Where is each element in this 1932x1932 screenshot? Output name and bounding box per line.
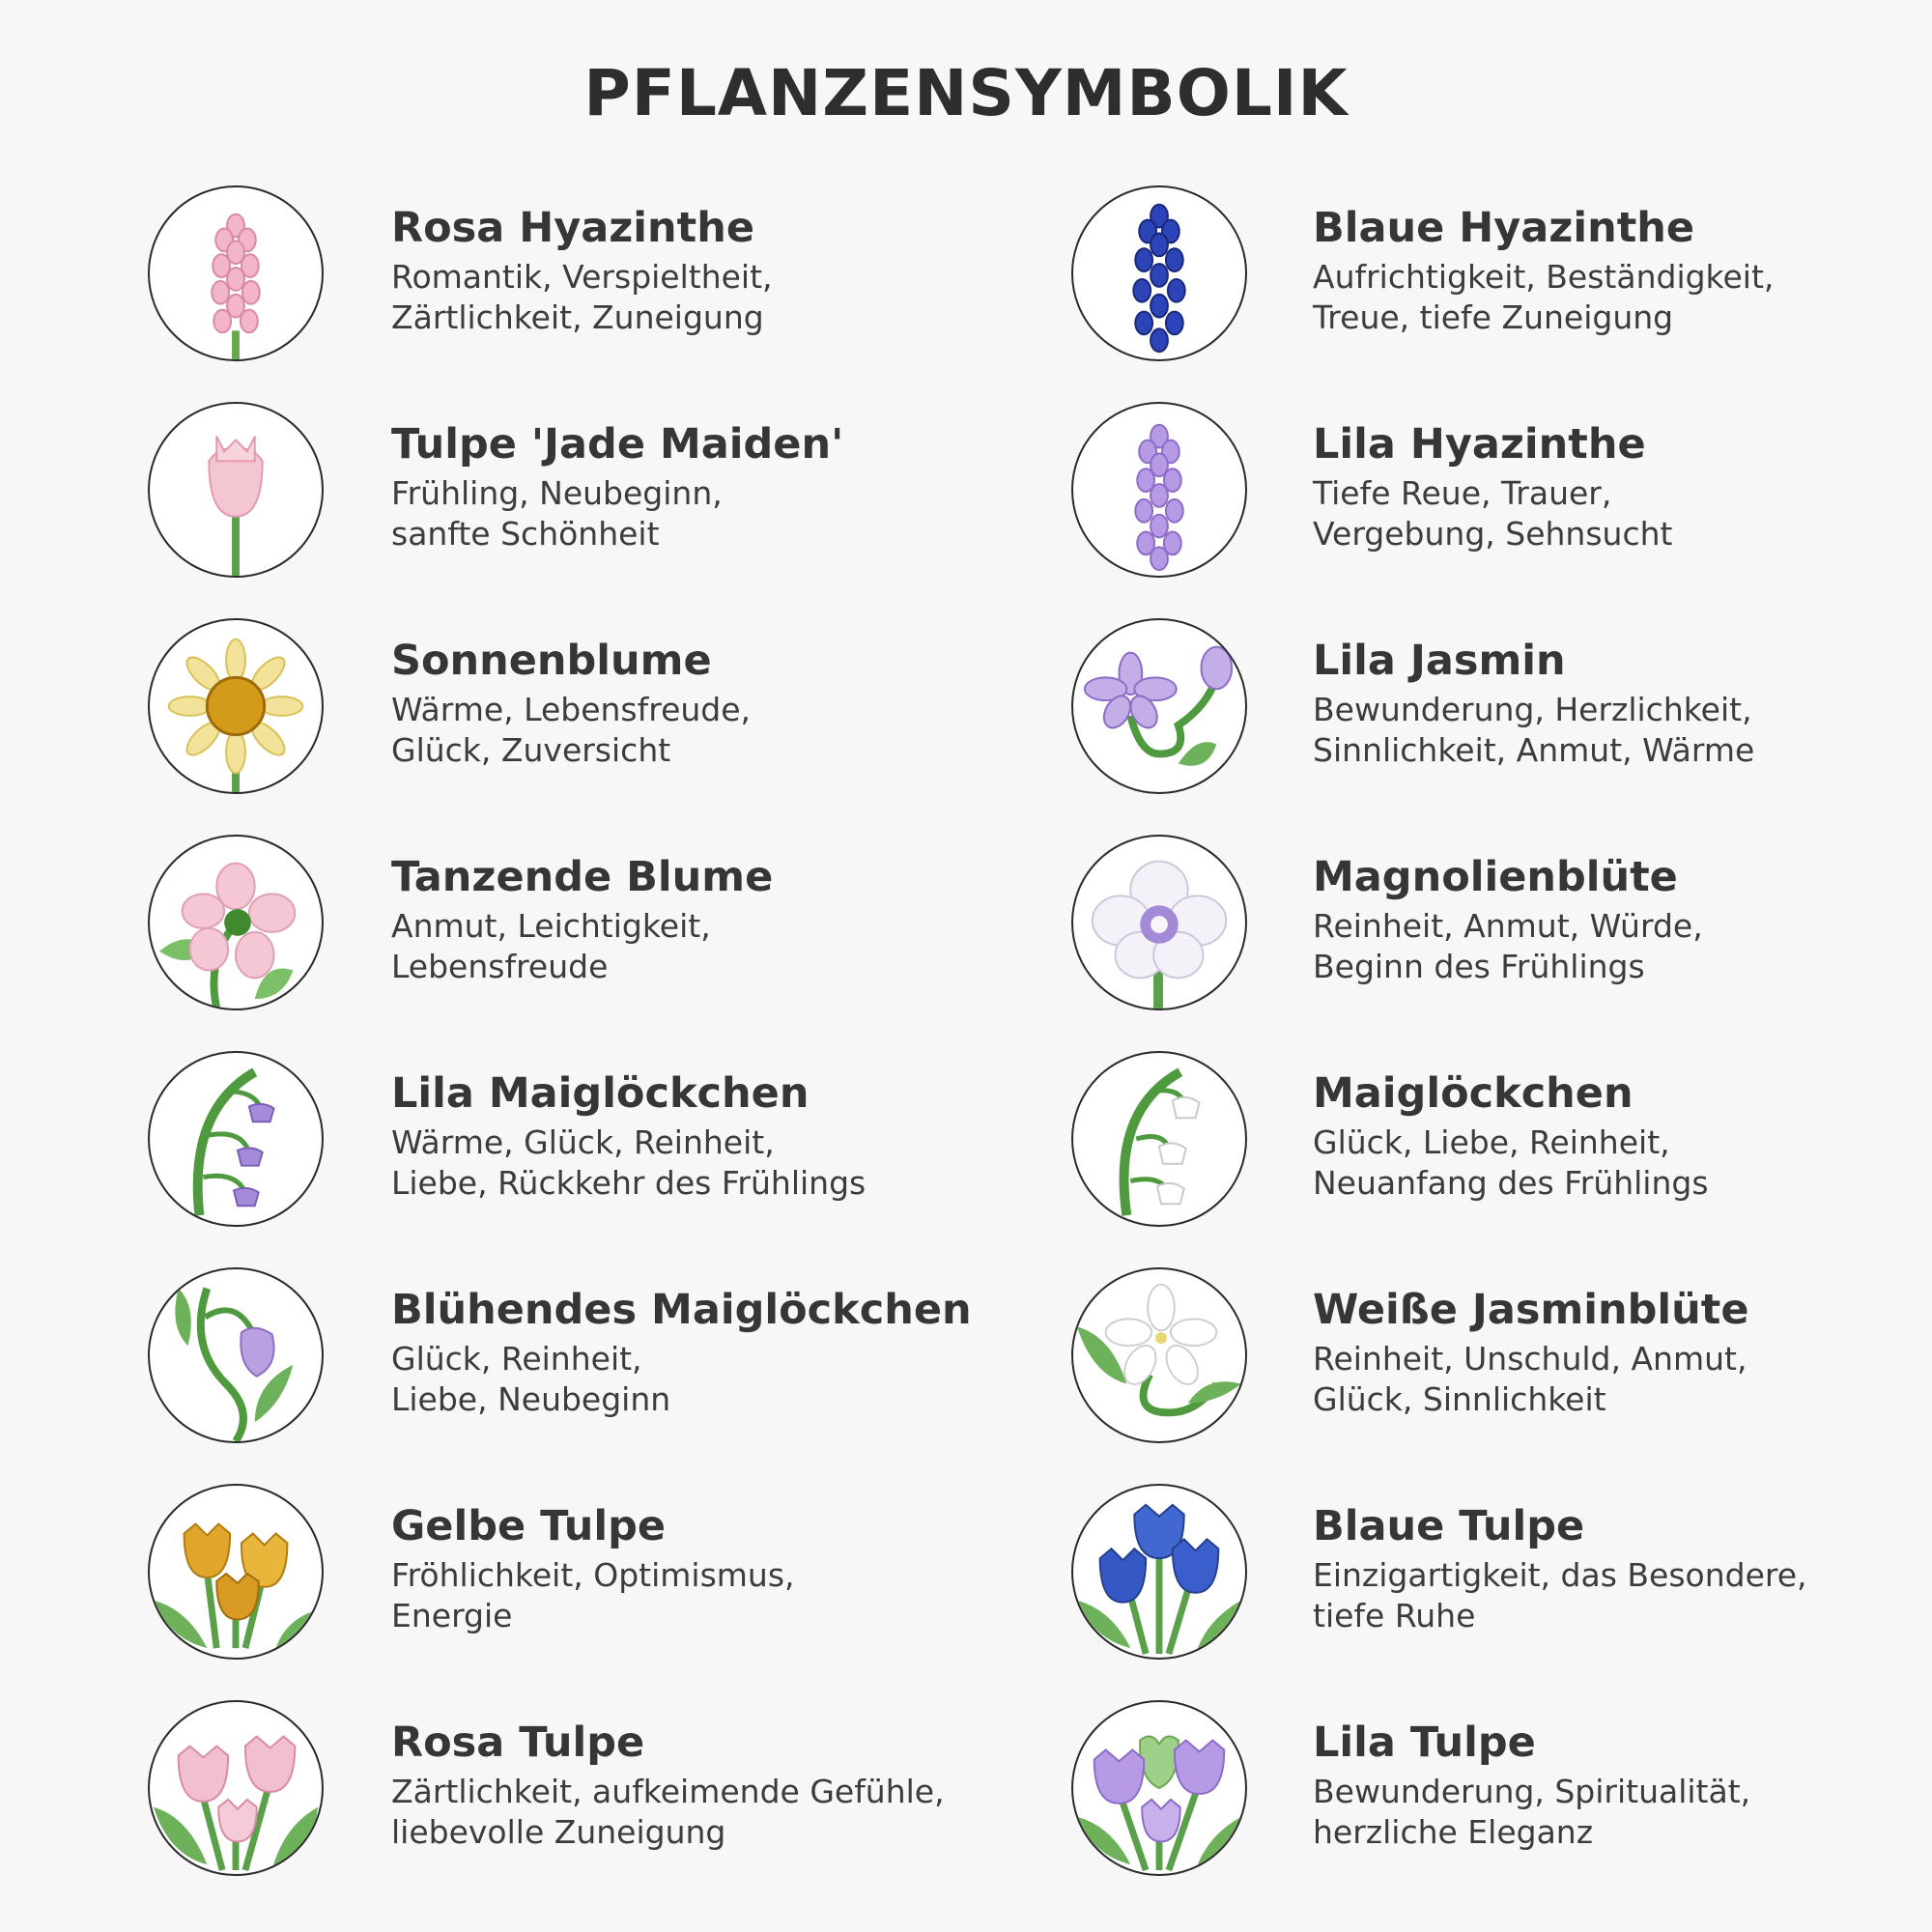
plant-name: Lila Maiglöckchen bbox=[391, 1069, 810, 1118]
plant-meaning-line: Wärme, Lebensfreude, bbox=[391, 691, 752, 728]
plant-meaning-line: Wärme, Glück, Reinheit, bbox=[391, 1123, 775, 1161]
plant-meaning-line: tiefe Ruhe bbox=[1313, 1597, 1476, 1634]
plant-meaning bbox=[391, 257, 773, 338]
plant-meaning-line: Zärtlichkeit, aufkeimende Gefühle, bbox=[391, 1773, 945, 1810]
plant-meaning-line: Liebe, Rückkehr des Frühlings bbox=[391, 1164, 867, 1202]
plant-name: Magnolienblüte bbox=[1313, 853, 1678, 901]
plant-meaning-line: Vergebung, Sehnsucht bbox=[1313, 515, 1673, 553]
plant-meaning-line: Zärtlichkeit, Zuneigung bbox=[391, 298, 764, 336]
plant-meaning bbox=[1313, 906, 1703, 987]
plant-meaning-line: Beginn des Frühlings bbox=[1313, 948, 1645, 985]
blue-tulip-icon bbox=[1071, 1484, 1247, 1660]
blue-hyacinth-icon bbox=[1071, 185, 1247, 361]
plant-name: Sonnenblume bbox=[391, 637, 712, 685]
plant-meaning bbox=[1313, 1122, 1709, 1204]
plant-name: Lila Tulpe bbox=[1313, 1719, 1536, 1767]
plant-meaning-line: Bewunderung, Herzlichkeit, bbox=[1313, 691, 1752, 728]
plant-meaning bbox=[391, 473, 843, 554]
plant-meaning-line: sanfte Schönheit bbox=[391, 515, 660, 553]
purple-jasmine-icon bbox=[1071, 618, 1247, 794]
pink-hyacinth-icon bbox=[148, 185, 324, 361]
plant-meaning-line: Glück, Reinheit, bbox=[391, 1340, 642, 1378]
plant-meaning bbox=[391, 1122, 866, 1204]
page-title: PFLANZENSYMBOLIK bbox=[583, 56, 1349, 130]
plant-meaning-line: Reinheit, Anmut, Würde, bbox=[1313, 907, 1703, 945]
plant-name: Lila Hyazinthe bbox=[1313, 420, 1646, 469]
plant-name: Tulpe 'Jade Maiden' bbox=[391, 420, 844, 469]
plant-meaning bbox=[391, 906, 773, 987]
plant-name: Blühendes Maiglöckchen bbox=[391, 1286, 972, 1334]
plant-meaning bbox=[1313, 1772, 1750, 1853]
plant-name: Rosa Hyazinthe bbox=[391, 204, 754, 252]
plant-meaning bbox=[1313, 257, 1774, 338]
purple-lily-of-the-valley-icon bbox=[148, 1051, 324, 1227]
plant-meaning-line: herzliche Eleganz bbox=[1313, 1813, 1594, 1851]
plant-meaning bbox=[391, 1555, 795, 1636]
plant-meaning bbox=[1313, 473, 1672, 554]
dancing-flower-icon bbox=[148, 835, 324, 1010]
plant-meaning-line: Aufrichtigkeit, Beständigkeit, bbox=[1313, 258, 1775, 296]
plant-meaning-line: Romantik, Verspieltheit, bbox=[391, 258, 773, 296]
plant-meaning-line: Treue, tiefe Zuneigung bbox=[1313, 298, 1674, 336]
magnolia-blossom-icon bbox=[1071, 835, 1247, 1010]
plant-name: Blaue Hyazinthe bbox=[1313, 204, 1695, 252]
plant-meaning-line: Neuanfang des Frühlings bbox=[1313, 1164, 1709, 1202]
plant-meaning-line: liebevolle Zuneigung bbox=[391, 1813, 726, 1851]
plant-meaning-line: Liebe, Neubeginn bbox=[391, 1380, 671, 1418]
purple-hyacinth-icon bbox=[1071, 402, 1247, 578]
plant-meaning-line: Glück, Zuversicht bbox=[391, 731, 671, 769]
plant-meaning bbox=[1313, 1339, 1748, 1420]
plant-name: Rosa Tulpe bbox=[391, 1719, 645, 1767]
plant-name: Gelbe Tulpe bbox=[391, 1502, 667, 1550]
plant-meaning bbox=[1313, 1555, 1807, 1636]
white-jasmine-icon bbox=[1071, 1267, 1247, 1443]
plant-meaning bbox=[391, 690, 751, 771]
plant-name: Tanzende Blume bbox=[391, 853, 774, 901]
plant-name: Maiglöckchen bbox=[1313, 1069, 1634, 1118]
plant-meaning-line: Reinheit, Unschuld, Anmut, bbox=[1313, 1340, 1747, 1378]
plant-meaning bbox=[1313, 690, 1754, 771]
pink-tulip-icon bbox=[148, 1700, 324, 1876]
plant-meaning-line: Bewunderung, Spiritualität, bbox=[1313, 1773, 1751, 1810]
plant-meaning bbox=[391, 1772, 945, 1853]
plant-name: Lila Jasmin bbox=[1313, 637, 1566, 685]
plant-meaning-line: Lebensfreude bbox=[391, 948, 609, 985]
plant-name: Blaue Tulpe bbox=[1313, 1502, 1585, 1550]
jade-maiden-tulip-icon bbox=[148, 402, 324, 578]
plant-meaning-line: Einzigartigkeit, das Besondere, bbox=[1313, 1556, 1807, 1594]
plant-meaning-line: Frühling, Neubeginn, bbox=[391, 474, 723, 512]
plant-name: Weiße Jasminblüte bbox=[1313, 1286, 1749, 1334]
lily-of-the-valley-icon bbox=[1071, 1051, 1247, 1227]
yellow-tulip-icon bbox=[148, 1484, 324, 1660]
plant-meaning-line: Fröhlichkeit, Optimismus, bbox=[391, 1556, 795, 1594]
plant-meaning-line: Tiefe Reue, Trauer, bbox=[1313, 474, 1612, 512]
plant-meaning-line: Glück, Sinnlichkeit bbox=[1313, 1380, 1606, 1418]
plant-meaning-line: Glück, Liebe, Reinheit, bbox=[1313, 1123, 1670, 1161]
sunflower-icon bbox=[148, 618, 324, 794]
purple-tulip-icon bbox=[1071, 1700, 1247, 1876]
plant-meaning-line: Anmut, Leichtigkeit, bbox=[391, 907, 711, 945]
plant-meaning-line: Sinnlichkeit, Anmut, Wärme bbox=[1313, 731, 1755, 769]
blooming-lily-of-the-valley-icon bbox=[148, 1267, 324, 1443]
plant-meaning bbox=[391, 1339, 972, 1420]
plant-meaning-line: Energie bbox=[391, 1597, 513, 1634]
